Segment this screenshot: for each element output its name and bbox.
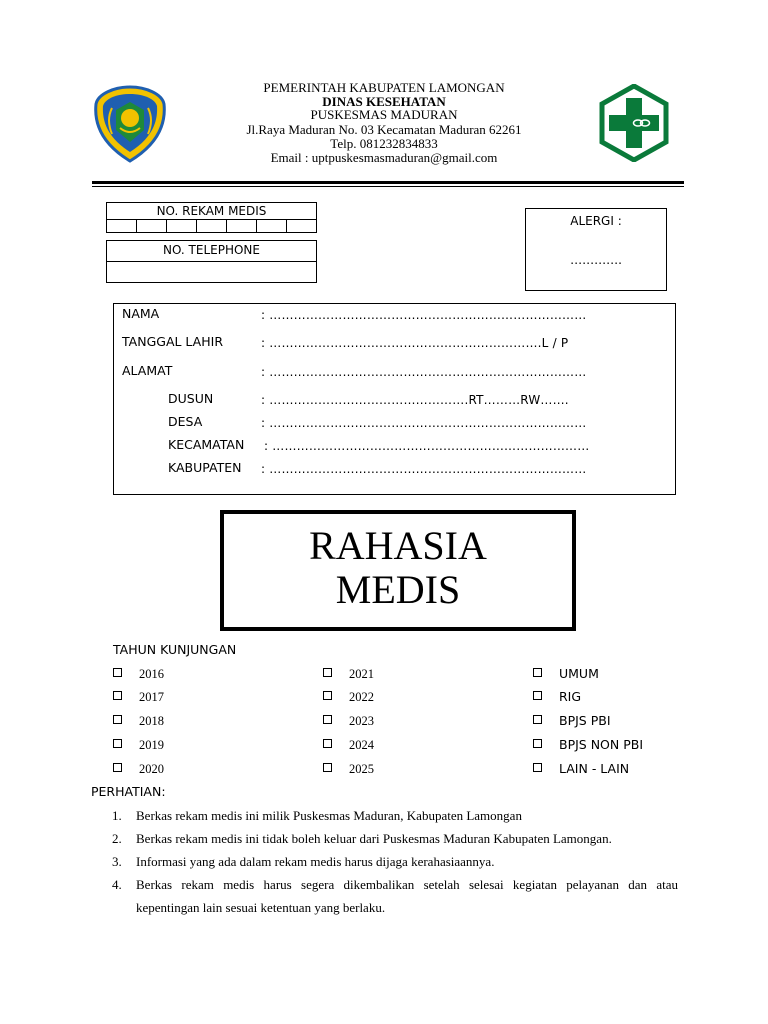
checkbox-icon[interactable] xyxy=(323,715,332,724)
checkbox-icon[interactable] xyxy=(533,668,542,677)
checkbox-icon[interactable] xyxy=(113,691,122,700)
perhatian-item: 1. Berkas rekam medis ini milik Puskesmas Maduran, Kabupaten Lamongan xyxy=(112,808,522,823)
checkbox-icon[interactable] xyxy=(113,715,122,724)
digit-cell[interactable] xyxy=(197,220,227,233)
alergi-box xyxy=(525,208,667,291)
year-2022-checkbox[interactable]: 2022 xyxy=(323,689,374,705)
tanggal-lahir-field[interactable]: : ………………………………………………………….L / P xyxy=(261,336,569,350)
year-2021-checkbox[interactable]: 2021 xyxy=(323,666,374,682)
nama-field[interactable]: : …………………………………………………………………… xyxy=(261,308,587,322)
checkbox-icon[interactable] xyxy=(323,691,332,700)
year-2024-checkbox[interactable]: 2024 xyxy=(323,737,374,753)
secret-line-1: RAHASIA xyxy=(309,523,487,568)
checkbox-icon[interactable] xyxy=(323,763,332,772)
perhatian-title: PERHATIAN: xyxy=(91,784,166,799)
checkbox-icon[interactable] xyxy=(113,763,122,772)
kecamatan-field[interactable]: : …………………………………………………………………… xyxy=(264,439,590,453)
kecamatan-label: KECAMATAN xyxy=(168,437,245,452)
checkbox-icon[interactable] xyxy=(323,739,332,748)
checkbox-icon[interactable] xyxy=(533,739,542,748)
kabupaten-label: KABUPATEN xyxy=(168,460,242,475)
perhatian-list xyxy=(112,804,678,919)
checkbox-icon[interactable] xyxy=(533,715,542,724)
year-2020-checkbox[interactable]: 2020 xyxy=(113,761,164,777)
checkbox-icon[interactable] xyxy=(533,763,542,772)
header-address: Jl.Raya Maduran No. 03 Kecamatan Maduran 62261 xyxy=(246,122,522,137)
tanggal-lahir-label: TANGGAL LAHIR xyxy=(122,334,224,349)
digit-cell[interactable] xyxy=(107,220,137,233)
header-rule-thin xyxy=(92,186,684,187)
kabupaten-field[interactable]: : …………………………………………………………………… xyxy=(261,462,587,476)
rekam-medis-digit-cells[interactable] xyxy=(107,220,316,233)
digit-cell[interactable] xyxy=(227,220,257,233)
payment-umum-checkbox[interactable]: UMUM xyxy=(533,666,599,682)
dusun-field[interactable]: : ………………………………………….RT………RW……. xyxy=(261,393,569,407)
year-2019-checkbox[interactable]: 2019 xyxy=(113,737,164,753)
year-2025-checkbox[interactable]: 2025 xyxy=(323,761,374,777)
payment-bpjs-pbi-checkbox[interactable]: BPJS PBI xyxy=(533,713,611,729)
telephone-label: NO. TELEPHONE xyxy=(107,242,316,262)
header-phone: Telp. 081232834833 xyxy=(330,136,438,151)
digit-cell[interactable] xyxy=(167,220,197,233)
rekam-medis-label: NO. REKAM MEDIS xyxy=(107,203,316,220)
checkbox-icon[interactable] xyxy=(533,691,542,700)
header-rule-thick xyxy=(92,181,684,184)
header-department: DINAS KESEHATAN xyxy=(322,94,446,109)
payment-bpjs-non-pbi-checkbox[interactable]: BPJS NON PBI xyxy=(533,737,643,753)
rahasia-medis-stamp xyxy=(220,510,576,631)
desa-field[interactable]: : …………………………………………………………………… xyxy=(261,416,587,430)
perhatian-item: 4. Berkas rekam medis harus segera dikembalikan setelah selesai kegiatan pelayanan dan atau kepentingan lain sesuai ketentuan yang berlaku. xyxy=(112,877,678,915)
perhatian-item: 3. Informasi yang ada dalam rekam medis harus dijaga kerahasiaannya. xyxy=(112,854,495,869)
puskesmas-logo-icon xyxy=(595,84,673,162)
telephone-field[interactable] xyxy=(107,262,316,282)
year-2017-checkbox[interactable]: 2017 xyxy=(113,689,164,705)
alergi-value[interactable]: …………. xyxy=(570,253,622,267)
digit-cell[interactable] xyxy=(137,220,167,233)
alergi-label: ALERGI : xyxy=(570,214,622,228)
payment-rig-checkbox[interactable]: RIG xyxy=(533,689,581,705)
tahun-kunjungan-title: TAHUN KUNJUNGAN xyxy=(113,642,237,657)
header-puskesmas: PUSKESMAS MADURAN xyxy=(310,107,458,122)
header-email: Email : uptpuskesmasmaduran@gmail.com xyxy=(270,150,498,165)
checkbox-icon[interactable] xyxy=(323,668,332,677)
secret-line-2: MEDIS xyxy=(335,567,461,612)
desa-label: DESA xyxy=(168,414,203,429)
year-2018-checkbox[interactable]: 2018 xyxy=(113,713,164,729)
header-government: PEMERINTAH KABUPATEN LAMONGAN xyxy=(263,80,505,95)
alamat-field[interactable]: : …………………………………………………………………… xyxy=(261,365,587,379)
checkbox-icon[interactable] xyxy=(113,668,122,677)
checkbox-icon[interactable] xyxy=(113,739,122,748)
dusun-label: DUSUN xyxy=(168,391,214,406)
alamat-label: ALAMAT xyxy=(122,363,173,378)
payment-lain-lain-checkbox[interactable]: LAIN - LAIN xyxy=(533,761,629,777)
nama-label: NAMA xyxy=(122,306,160,321)
year-2016-checkbox[interactable]: 2016 xyxy=(113,666,164,682)
digit-cell[interactable] xyxy=(287,220,316,233)
digit-cell[interactable] xyxy=(257,220,287,233)
year-2023-checkbox[interactable]: 2023 xyxy=(323,713,374,729)
rekam-medis-box xyxy=(106,202,317,233)
perhatian-item: 2. Berkas rekam medis ini tidak boleh keluar dari Puskesmas Maduran Kabupaten Lamongan. xyxy=(112,831,612,846)
telephone-box xyxy=(106,240,317,283)
